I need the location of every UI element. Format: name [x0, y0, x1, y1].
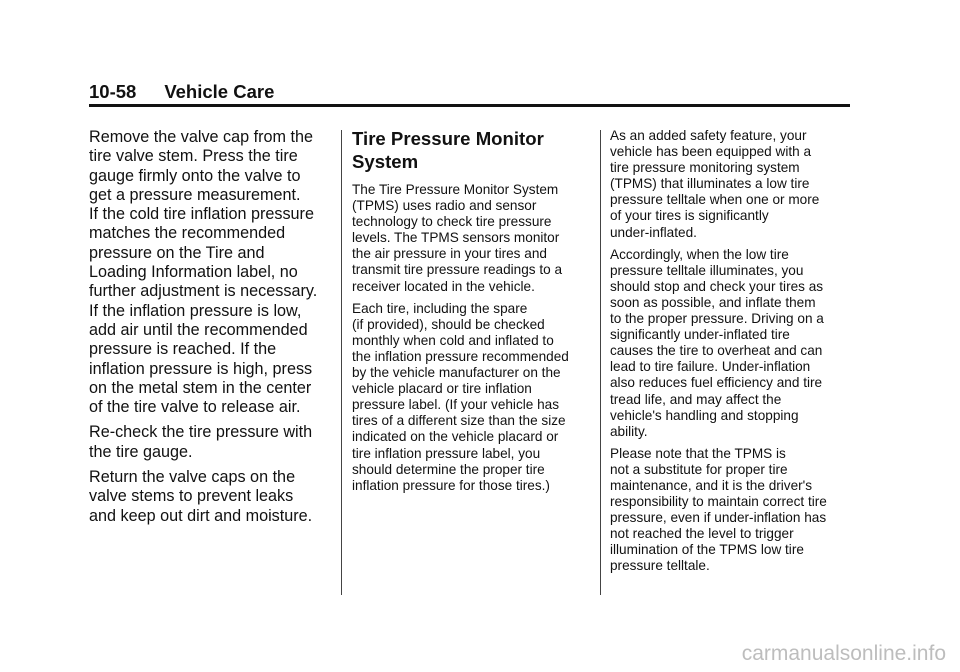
- column-3: [610, 128, 855, 581]
- text-line: ability.: [610, 423, 648, 439]
- text-line: by the vehicle manufacturer on the: [352, 365, 561, 381]
- text-line: significantly under-inflated tire: [610, 327, 790, 343]
- text-line: pressure on the Tire and: [89, 243, 265, 262]
- section-heading-tpms: [352, 128, 590, 173]
- text-line: (TPMS) uses radio and sensor: [352, 198, 537, 214]
- text-line: Remove the valve cap from the: [89, 128, 314, 146]
- column-1: [89, 128, 339, 532]
- paragraph-telltale: [610, 247, 855, 440]
- text-line: levels. The TPMS sensors monitor: [352, 230, 560, 246]
- text-line: the inflation pressure recommended: [352, 348, 569, 364]
- text-line: and keep out dirt and moisture.: [89, 506, 313, 525]
- paragraph-recheck: [89, 423, 339, 462]
- watermark: carmanualsonline.info: [741, 642, 946, 665]
- paragraph-safety-feature: [610, 128, 855, 241]
- page-number: 10-58: [89, 81, 137, 102]
- text-line: maintenance, and it is the driver's: [610, 477, 813, 493]
- text-line: tread life, and may affect the: [610, 391, 782, 407]
- text-line: indicated on the vehicle placard or: [352, 429, 559, 445]
- paragraph-check-pressure: [89, 128, 339, 417]
- text-line: soon as possible, and inflate them: [610, 294, 816, 310]
- text-line: If the cold tire inflation pressure: [89, 205, 314, 224]
- text-line: vehicle's handling and stopping: [610, 407, 799, 423]
- text-line: pressure telltale illuminates, you: [610, 262, 804, 278]
- text-line: tire valve stem. Press the tire: [89, 147, 298, 166]
- text-line: the air pressure in your tires and: [352, 246, 547, 262]
- text-line: to the proper pressure. Driving on a: [610, 311, 824, 327]
- text-line: causes the tire to overheat and can: [610, 343, 823, 359]
- paragraph-monthly-check: [352, 301, 590, 494]
- text-line: (if provided), should be checked: [352, 316, 545, 332]
- text-line: of the tire valve to release air.: [89, 398, 301, 417]
- text-line: As an added safety feature, your: [610, 128, 807, 143]
- column-divider-1: [341, 130, 342, 595]
- text-line: gauge firmly onto the valve to: [89, 166, 301, 185]
- header-rule: [89, 104, 850, 107]
- text-line: further adjustment is necessary.: [89, 282, 318, 301]
- paragraph-note: [610, 446, 855, 575]
- text-line: not a substitute for proper tire: [610, 461, 788, 477]
- text-line: Each tire, including the spare: [352, 300, 528, 316]
- text-line: not reached the level to trigger: [610, 526, 794, 542]
- text-line: pressure telltale when one or more: [610, 192, 820, 208]
- text-line: inflation pressure for those tires.): [352, 477, 550, 493]
- text-line: matches the recommended: [89, 224, 286, 243]
- text-line: System: [352, 150, 419, 172]
- text-line: get a pressure measurement.: [89, 185, 301, 204]
- text-line: Re-check the tire pressure with: [89, 423, 313, 442]
- text-line: monthly when cold and inflated to: [352, 332, 554, 348]
- text-line: pressure, even if under-inflation has: [610, 510, 827, 526]
- text-line: illumination of the TPMS low tire: [610, 542, 804, 558]
- text-line: pressure telltale.: [610, 558, 710, 574]
- section-title: Vehicle Care: [164, 81, 275, 102]
- text-line: lead to tire failure. Under-inflation: [610, 359, 811, 375]
- text-line: Loading Information label, no: [89, 263, 298, 282]
- text-line: transmit tire pressure readings to a: [352, 262, 563, 278]
- text-line: tires of a different size than the size: [352, 413, 566, 429]
- text-line: should determine the proper tire: [352, 461, 545, 477]
- text-line: the tire gauge.: [89, 442, 193, 461]
- text-line: The Tire Pressure Monitor System: [352, 182, 559, 197]
- text-line: responsibility to maintain correct tire: [610, 494, 827, 510]
- text-line: under-inflated.: [610, 224, 697, 240]
- text-line: also reduces fuel efficiency and tire: [610, 375, 823, 391]
- text-line: Please note that the TPMS is: [610, 445, 786, 461]
- text-line: vehicle has been equipped with a: [610, 144, 812, 160]
- text-line: add air until the recommended: [89, 320, 308, 339]
- text-line: pressure is reached. If the: [89, 340, 277, 359]
- text-line: receiver located in the vehicle.: [352, 278, 535, 294]
- column-divider-2: [600, 130, 601, 595]
- text-line: tire pressure monitoring system: [610, 160, 800, 176]
- text-line: Tire Pressure Monitor: [352, 128, 544, 149]
- paragraph-valve-caps: [89, 468, 339, 526]
- text-line: (TPMS) that illuminates a low tire: [610, 176, 810, 192]
- text-line: pressure label. (If your vehicle has: [352, 397, 560, 413]
- text-line: should stop and check your tires as: [610, 278, 824, 294]
- paragraph-tpms-intro: [352, 182, 590, 295]
- text-line: of your tires is significantly: [610, 208, 769, 224]
- text-line: technology to check tire pressure: [352, 214, 552, 230]
- text-line: If the inflation pressure is low,: [89, 301, 302, 320]
- text-line: on the metal stem in the center: [89, 378, 312, 397]
- text-line: inflation pressure is high, press: [89, 359, 313, 378]
- page-header: [89, 81, 274, 103]
- text-line: Return the valve caps on the: [89, 468, 296, 487]
- column-2: [352, 128, 590, 500]
- text-line: tire inflation pressure label, you: [352, 445, 541, 461]
- text-line: vehicle placard or tire inflation: [352, 381, 532, 397]
- text-line: Accordingly, when the low tire: [610, 246, 789, 262]
- text-line: valve stems to prevent leaks: [89, 487, 294, 506]
